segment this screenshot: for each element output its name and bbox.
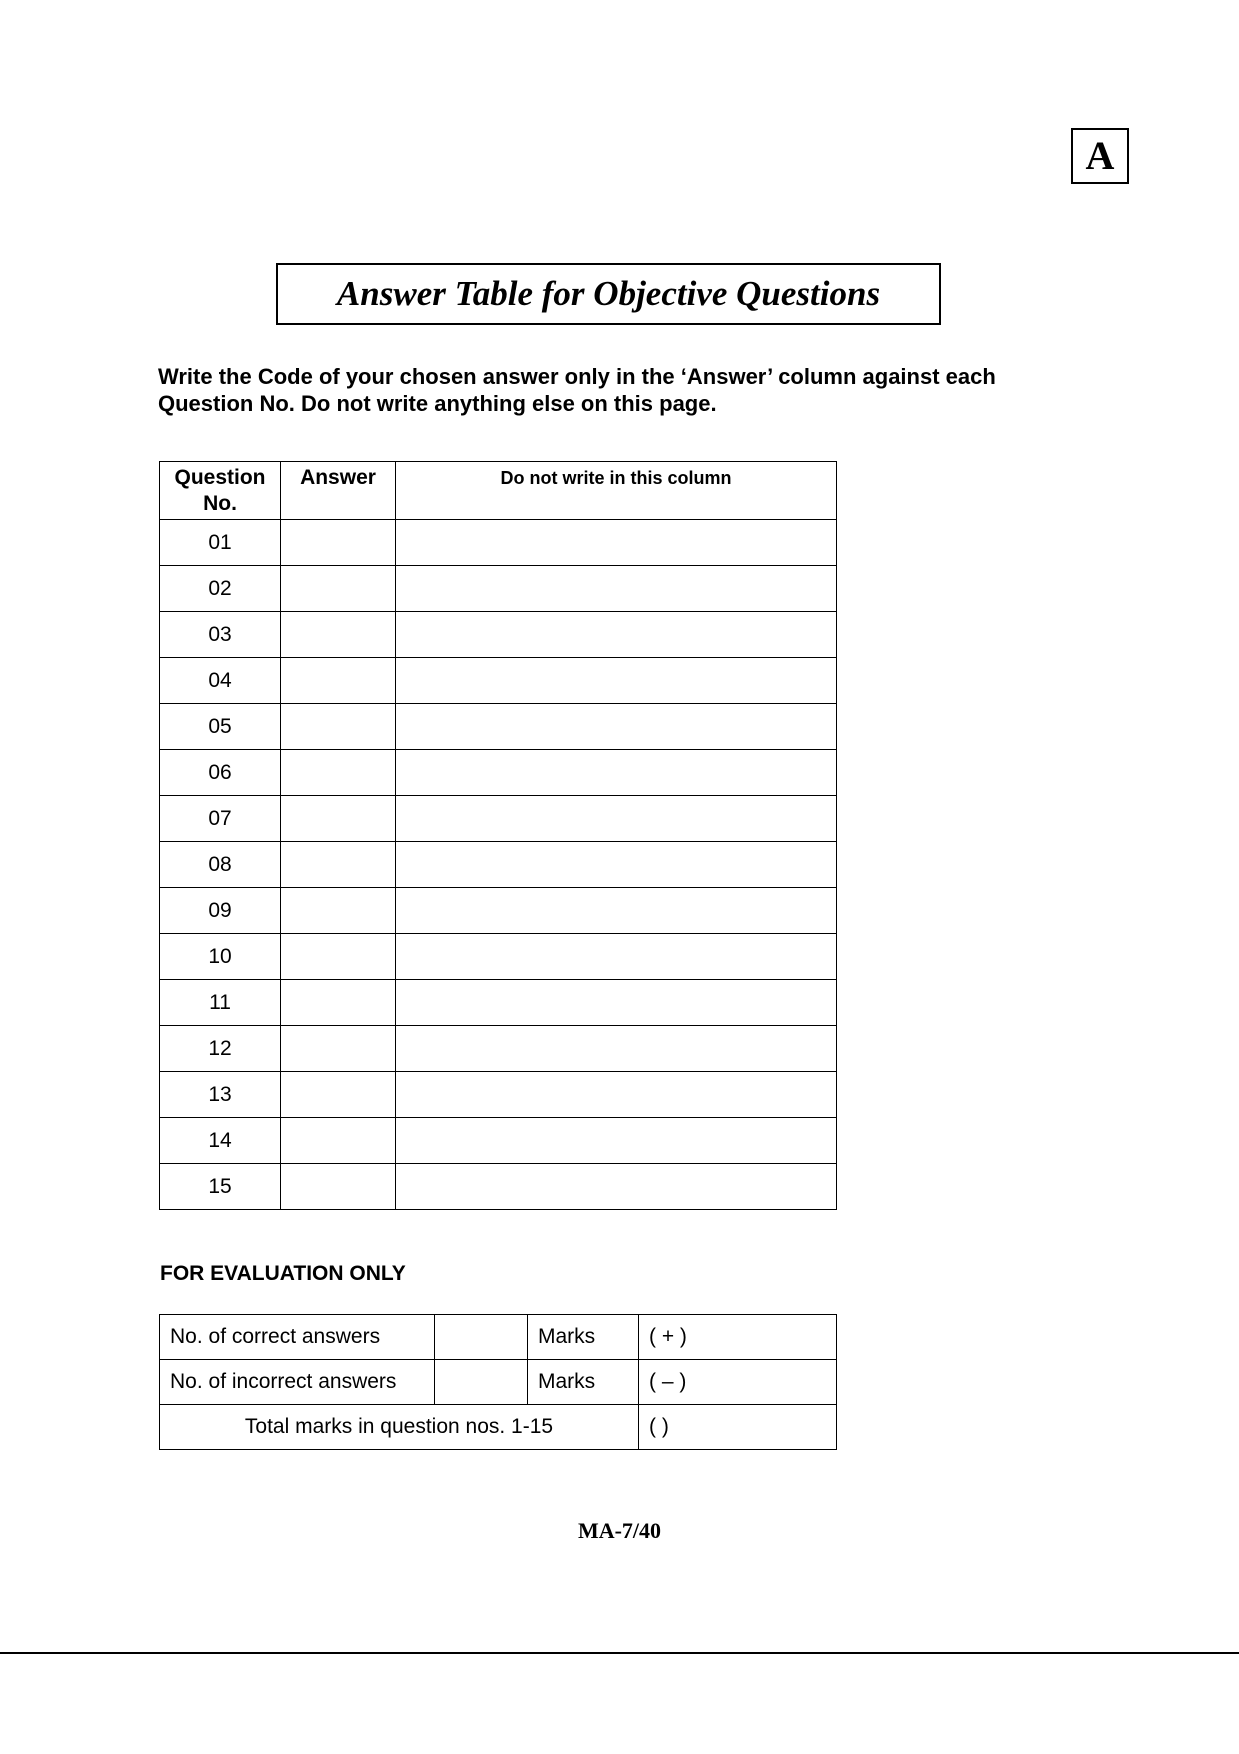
table-row [160, 934, 837, 980]
answer-rows [160, 520, 837, 1210]
answer-table [159, 461, 837, 1210]
question-number: 05 [160, 704, 281, 750]
answer-cell[interactable] [281, 934, 396, 980]
question-number: 13 [160, 1072, 281, 1118]
question-number: 04 [160, 658, 281, 704]
correct-answers-label: No. of correct answers [160, 1315, 435, 1360]
incorrect-answers-cell[interactable] [435, 1360, 528, 1405]
reserved-cell [396, 1164, 837, 1210]
question-number: 08 [160, 842, 281, 888]
question-number: 12 [160, 1026, 281, 1072]
marks-label: Marks [528, 1315, 639, 1360]
table-row [160, 842, 837, 888]
reserved-cell [396, 704, 837, 750]
evaluation-row-correct [160, 1315, 837, 1360]
answer-cell[interactable] [281, 704, 396, 750]
answer-cell[interactable] [281, 980, 396, 1026]
header-question-no: Question No. [160, 462, 281, 520]
answer-cell[interactable] [281, 520, 396, 566]
question-number: 03 [160, 612, 281, 658]
reserved-cell [396, 842, 837, 888]
reserved-cell [396, 934, 837, 980]
evaluation-table [159, 1314, 837, 1450]
page-code: MA-7/40 [577, 1518, 662, 1543]
instructions: Write the Code of your chosen answer only in the ‘Answer’ column against each Question No. Do not write anything else on this page. [158, 364, 996, 416]
plus-marks-cell[interactable]: ( + ) [639, 1315, 837, 1360]
reserved-cell [396, 750, 837, 796]
question-number: 07 [160, 796, 281, 842]
answer-cell[interactable] [281, 1118, 396, 1164]
table-row [160, 796, 837, 842]
table-row [160, 1118, 837, 1164]
table-row [160, 704, 837, 750]
answer-cell[interactable] [281, 842, 396, 888]
question-number: 01 [160, 520, 281, 566]
header-answer: Answer [281, 462, 396, 520]
table-row [160, 1072, 837, 1118]
total-marks-cell[interactable]: ( ) [639, 1405, 837, 1450]
table-row [160, 888, 837, 934]
total-marks-label: Total marks in question nos. 1-15 [160, 1405, 639, 1450]
reserved-cell [396, 980, 837, 1026]
reserved-cell [396, 658, 837, 704]
answer-cell[interactable] [281, 566, 396, 612]
reserved-cell [396, 796, 837, 842]
question-number: 02 [160, 566, 281, 612]
answer-cell[interactable] [281, 1072, 396, 1118]
table-row [160, 750, 837, 796]
table-row [160, 566, 837, 612]
answer-cell[interactable] [281, 888, 396, 934]
evaluation-row-incorrect [160, 1360, 837, 1405]
answer-cell[interactable] [281, 796, 396, 842]
answer-cell[interactable] [281, 750, 396, 796]
table-row [160, 1164, 837, 1210]
answer-cell[interactable] [281, 612, 396, 658]
table-row [160, 658, 837, 704]
reserved-cell [396, 1118, 837, 1164]
reserved-cell [396, 612, 837, 658]
answer-cell[interactable] [281, 1026, 396, 1072]
reserved-cell [396, 520, 837, 566]
reserved-cell [396, 1026, 837, 1072]
reserved-cell [396, 566, 837, 612]
bottom-divider [0, 1652, 1239, 1654]
answer-cell[interactable] [281, 658, 396, 704]
incorrect-answers-label: No. of incorrect answers [160, 1360, 435, 1405]
evaluation-heading: FOR EVALUATION ONLY [160, 1262, 406, 1285]
question-number: 09 [160, 888, 281, 934]
reserved-cell [396, 888, 837, 934]
set-label: A [1071, 128, 1129, 184]
question-number: 11 [160, 980, 281, 1026]
question-number: 15 [160, 1164, 281, 1210]
page-title: Answer Table for Objective Questions [276, 263, 941, 325]
evaluation-row-total [160, 1405, 837, 1450]
question-number: 06 [160, 750, 281, 796]
table-row [160, 1026, 837, 1072]
table-row [160, 980, 837, 1026]
minus-marks-cell[interactable]: ( – ) [639, 1360, 837, 1405]
question-number: 10 [160, 934, 281, 980]
correct-answers-cell[interactable] [435, 1315, 528, 1360]
question-number: 14 [160, 1118, 281, 1164]
reserved-cell [396, 1072, 837, 1118]
table-row [160, 612, 837, 658]
answer-table-header [160, 462, 837, 520]
header-do-not-write: Do not write in this column [396, 462, 837, 520]
marks-label: Marks [528, 1360, 639, 1405]
answer-cell[interactable] [281, 1164, 396, 1210]
table-row [160, 520, 837, 566]
